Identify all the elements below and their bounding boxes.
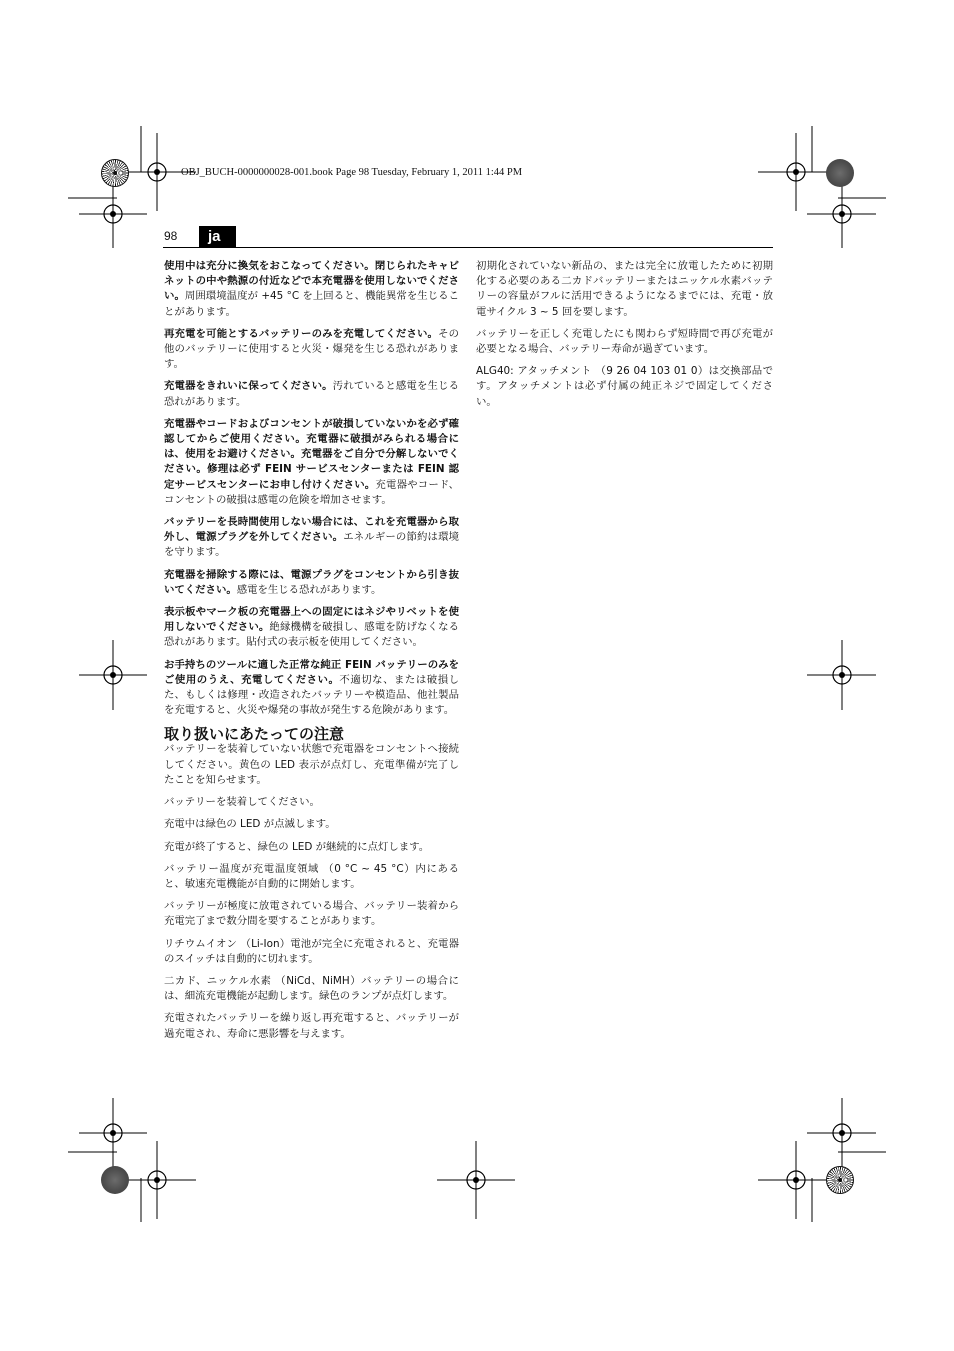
body-paragraph: バッテリーを装着していない状態で充電器をコンセントへ接続してください。黄色の LED 表示が点灯し、充電準備が完了したことを知らせます。 [164, 743, 459, 786]
safety-paragraph [164, 379, 459, 409]
warning-body-text: 汚れていると感電を生じる恐れがあります。 [164, 380, 459, 408]
warning-bold-text: 再充電を可能とするバッテリーのみを充電してください。 [164, 327, 439, 340]
body-paragraph: バッテリーを正しく充電したにも関わらず短時間で再び充電が必要となる場合、バッテリー寿命が過ぎています。 [476, 327, 773, 356]
warning-bold-text: 充電器やコードおよびコンセントが破損していないかを必ず確認してからご使用ください。充電器に破損がみられる場合には、使用をお避けください。充電器をご自分で分解しないでください。修理は必ず FEIN サービスセンターまたは FEIN 認定サービスセンターにお申し付けください。 [164, 417, 459, 491]
page-number: 98 [164, 229, 178, 243]
registration-starburst-icon [101, 159, 129, 187]
safety-paragraph [164, 605, 459, 651]
registration-disc-icon [826, 159, 854, 187]
warning-bold-text: 充電器を掃除する際には、電源プラグをコンセントから引き抜いてください。 [164, 568, 459, 596]
header-rule [163, 247, 773, 248]
warning-bold-text: 充電器をきれいに保ってください。 [164, 380, 333, 393]
warning-body-text: エネルギーの節約は環境を守ります。 [164, 531, 460, 559]
safety-paragraph [164, 515, 459, 561]
body-paragraph: バッテリーが極度に放電されている場合、バッテリー装着から充電完了まで数分間を要することがあります。 [164, 900, 459, 928]
body-paragraph: 充電が終了すると、緑色の LED が継続的に点灯します。 [164, 840, 430, 853]
body-paragraph: バッテリーを装着してください。 [164, 796, 320, 809]
right-column [476, 259, 773, 417]
section-title: 取り扱いにあたっての注意 [164, 725, 345, 744]
body-paragraph: 充電中は緑色の LED が点滅します。 [164, 818, 336, 831]
warning-body-text: 絶縁機構を破損し、感電を防げなくなる恐れがあります。貼付式の表示板を使用してください。 [164, 621, 460, 649]
language-tab: ja [199, 226, 236, 247]
warning-body-text: その他のバッテリーに使用すると火災・爆発を生じる恐れがあります。 [164, 327, 460, 371]
warning-body-text: 不適切な、または破損した、もしくは修理・改造されたバッテリーや模造品、他社製品を充電すると、火災や爆発の事故が発生する危険があります。 [164, 673, 460, 717]
warning-body-text: 充電器やコード、コンセントの破損は感電の危険を増加させます。 [164, 478, 459, 506]
warning-body-text: 周囲環境温度が +45 °C を上回ると、機能異常を生じることがあります。 [164, 290, 459, 318]
warning-bold-text: 使用中は充分に換気をおこなってください。閉じられたキャビネットの中や熱源の付近などで本充電器を使用しないでください。 [164, 260, 459, 303]
warning-bold-text: 表示板やマーク板の充電器上への固定にはネジやリベットを使用しないでください。 [164, 606, 459, 634]
safety-paragraph [164, 658, 459, 719]
safety-paragraph [164, 327, 459, 373]
body-paragraph: ALG40: アタッチメント （9 26 04 103 01 0）は交換部品です。アタッチメントは必ず付属の純正ネジで固定してください。 [476, 365, 773, 408]
body-paragraph: リチウムイオン （Li-Ion）電池が完全に充電されると、充電器のスイッチは自動的に切れます。 [164, 937, 459, 965]
file-header: OBJ_BUCH-0000000028-001.book Page 98 Tuesday, February 1, 2011 1:44 PM [181, 167, 523, 178]
registration-starburst-icon [826, 1166, 854, 1194]
safety-paragraph [164, 259, 459, 320]
body-paragraph: 二カド、ニッケル水素 （NiCd、NiMH）バッテリーの場合には、細流充電機能が起動します。緑色のランプが点灯します。 [164, 974, 459, 1003]
warning-body-text: 感電を生じる恐れがあります。 [236, 583, 382, 596]
warning-bold-text: バッテリーを長時間使用しない場合には、これを充電器から取外し、電源プラグを外してください。 [164, 516, 459, 544]
body-paragraph: 初期化されていない新品の、または完全に放電したために初期化する必要のある二カドバッテリーまたはニッケル水素バッテリーの容量がフルに活用できるようになるまでには、充電・放電サイクル 3 ~ 5 回を要します。 [476, 260, 773, 318]
warning-bold-text: お手持ちのツールに適した正常な純正 FEIN バッテリーのみをご使用のうえ、充電してください。 [164, 658, 459, 686]
body-paragraph: 充電されたバッテリーを繰り返し再充電すると、バッテリーが過充電され、寿命に悪影響を与えます。 [164, 1012, 459, 1040]
safety-paragraph [164, 568, 459, 598]
registration-disc-icon [101, 1166, 129, 1194]
safety-paragraph [164, 417, 459, 508]
body-paragraph: バッテリー温度が充電温度領域 （0 °C ~ 45 °C）内にあると、敏速充電機能が自動的に開始します。 [164, 862, 459, 890]
left-column [164, 259, 459, 1049]
